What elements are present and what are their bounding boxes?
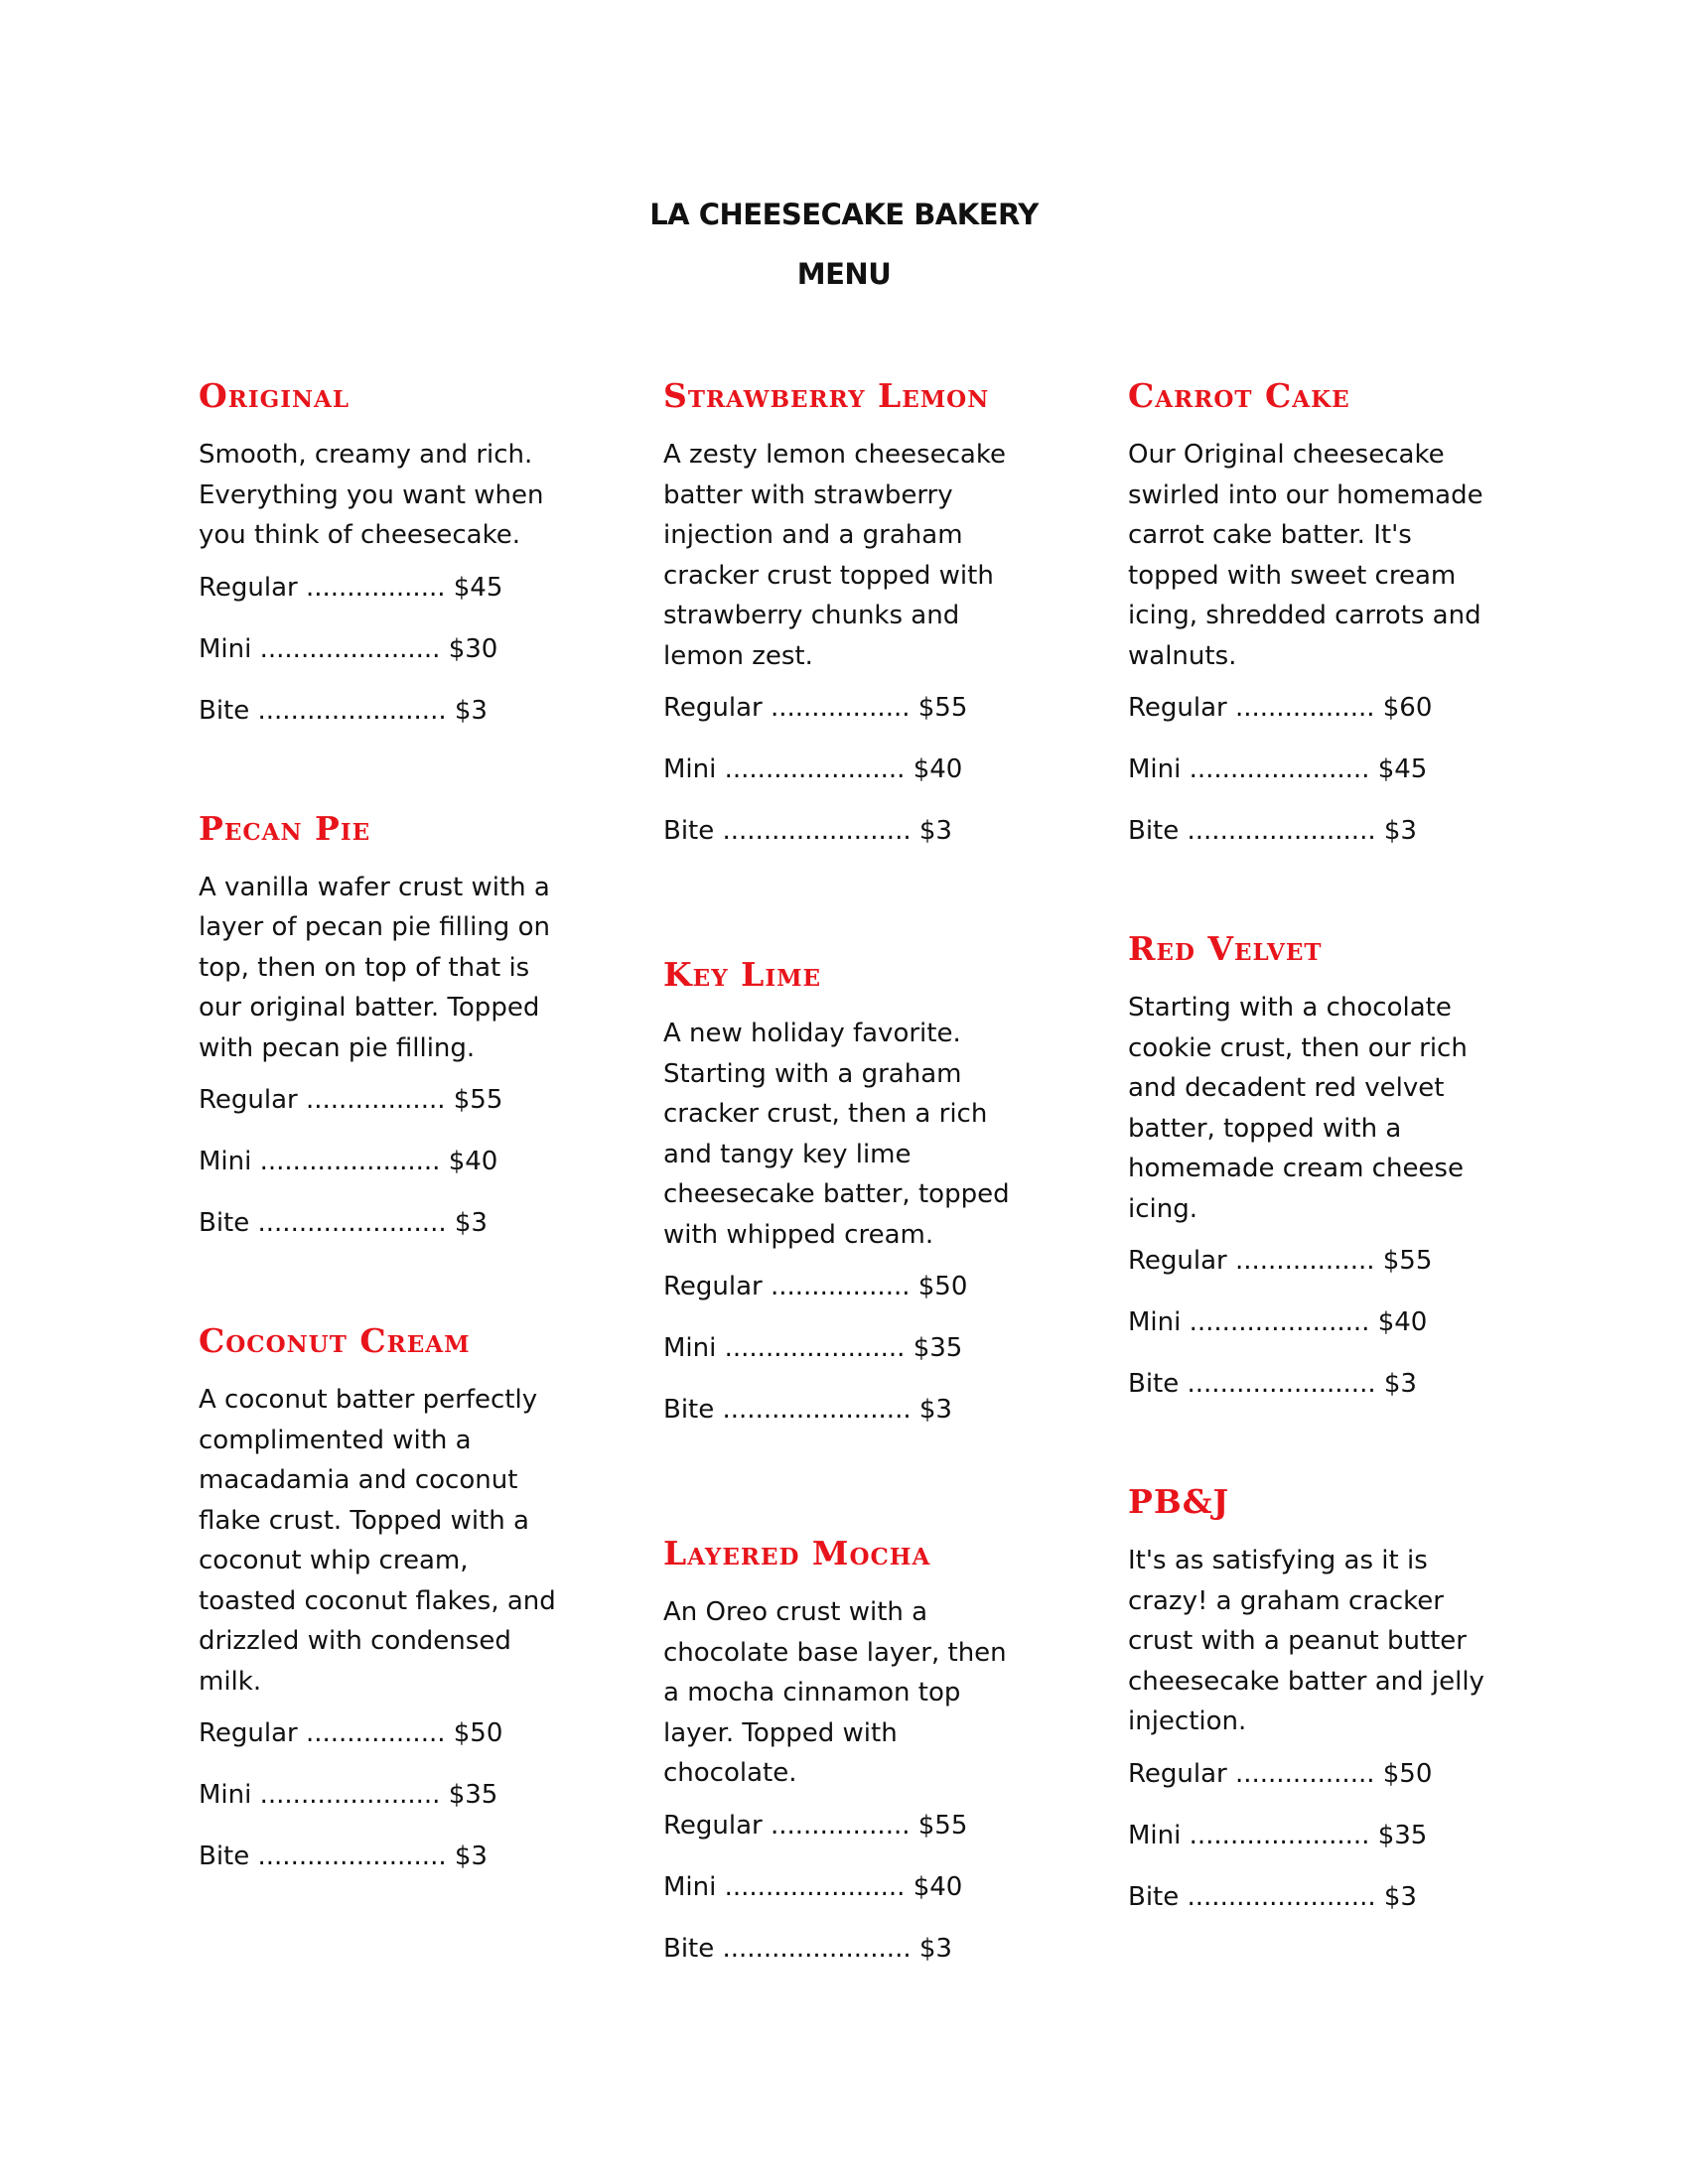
item-name: Original: [199, 376, 351, 415]
item-description: Smooth, creamy and rich. Everything you want when you think of cheesecake.: [199, 440, 544, 550]
item-name: Coconut Cream: [199, 1321, 471, 1360]
item-name: Pecan Pie: [199, 808, 371, 848]
price-mini: Mini ...................... $35: [199, 1780, 498, 1810]
item-description: A vanilla wafer crust with a layer of pecan pie filling on top, then on top of that is our original batter. Topped with pecan pie filling.: [199, 872, 550, 1063]
menu-item-pecan-pie: [199, 808, 576, 1266]
item-description: It's as satisfying as it is crazy! a graham cracker crust with a peanut butter cheesecake batter and jelly injection.: [1128, 1546, 1484, 1736]
price-regular: Regular ................. $60: [1128, 693, 1433, 723]
price-bite: Bite ....................... $3: [663, 1395, 952, 1425]
price-mini: Mini ...................... $40: [663, 754, 963, 784]
menu-item-carrot-cake: [1128, 375, 1505, 873]
menu-item-coconut-cream: [199, 1320, 576, 1898]
item-name: Strawberry Lemon: [663, 376, 990, 415]
price-bite: Bite ....................... $3: [1128, 1369, 1417, 1399]
price-mini: Mini ...................... $35: [1128, 1820, 1428, 1850]
price-regular: Regular ................. $55: [199, 1085, 503, 1115]
bakery-name: LA CHEESECAKE BAKERY: [649, 198, 1039, 231]
price-bite: Bite ....................... $3: [199, 1842, 488, 1871]
menu-title: MENU: [796, 257, 892, 291]
item-description: An Oreo crust with a chocolate base layer, then a mocha cinnamon top layer. Topped with chocolate.: [663, 1597, 1007, 1788]
item-name: Layered Mocha: [663, 1534, 931, 1572]
price-regular: Regular ................. $55: [663, 1810, 968, 1841]
item-name: Key Lime: [663, 955, 822, 994]
item-description: A new holiday favorite. Starting with a graham cracker crust, then a rich and tangy key lime cheesecake batter, topped with whipped cream.: [663, 1019, 1010, 1250]
menu-item-original: [199, 375, 576, 752]
price-regular: Regular ................. $50: [663, 1272, 968, 1301]
price-mini: Mini ...................... $40: [663, 1871, 963, 1902]
price-bite: Bite ....................... $3: [199, 695, 488, 726]
price-regular: Regular ................. $55: [1128, 1246, 1433, 1276]
item-description: Starting with a chocolate cookie crust, then our rich and decadent red velvet batter, topped with a homemade cream cheese icing.: [1128, 993, 1468, 1224]
item-description: Our Original cheesecake swirled into our homemade carrot cake batter. It's topped with sweet cream icing, shredded carrots and walnuts.: [1128, 440, 1483, 671]
item-name: Carrot Cake: [1128, 376, 1350, 415]
price-bite: Bite ....................... $3: [199, 1208, 488, 1238]
price-regular: Regular ................. $45: [199, 572, 503, 603]
price-regular: Regular ................. $50: [1128, 1758, 1433, 1789]
price-mini: Mini ...................... $40: [1128, 1307, 1428, 1337]
menu-item-layered-mocha: [663, 1533, 1041, 1990]
menu-column-2: [663, 375, 1041, 1990]
menu-header: [0, 195, 1688, 314]
price-mini: Mini ...................... $35: [663, 1333, 963, 1363]
menu-column-1: [199, 375, 576, 1898]
menu-item-strawberry-lemon: [663, 375, 1041, 873]
price-mini: Mini ...................... $45: [1128, 754, 1428, 784]
price-bite: Bite ....................... $3: [663, 1933, 952, 1964]
price-bite: Bite ....................... $3: [1128, 1881, 1417, 1912]
price-mini: Mini ...................... $30: [199, 633, 498, 664]
item-name: Red Velvet: [1128, 929, 1323, 968]
menu-column-3: [1128, 375, 1505, 1939]
price-mini: Mini ...................... $40: [199, 1147, 498, 1176]
price-bite: Bite ....................... $3: [1128, 816, 1417, 846]
menu-item-pbj: [1128, 1481, 1505, 1939]
item-description: A coconut batter perfectly complimented with a macadamia and coconut flake crust. Topped with a coconut whip cream, toasted coconut flakes, and drizzled with condensed milk.: [199, 1385, 556, 1697]
item-name: PB&J: [1128, 1482, 1230, 1521]
menu-item-key-lime: [663, 954, 1041, 1451]
menu-item-red-velvet: [1128, 928, 1505, 1426]
price-bite: Bite ....................... $3: [663, 816, 952, 846]
price-regular: Regular ................. $50: [199, 1718, 503, 1748]
item-description: A zesty lemon cheesecake batter with strawberry injection and a graham cracker crust topped with strawberry chunks and lemon zest.: [663, 440, 1006, 671]
price-regular: Regular ................. $55: [663, 693, 968, 723]
